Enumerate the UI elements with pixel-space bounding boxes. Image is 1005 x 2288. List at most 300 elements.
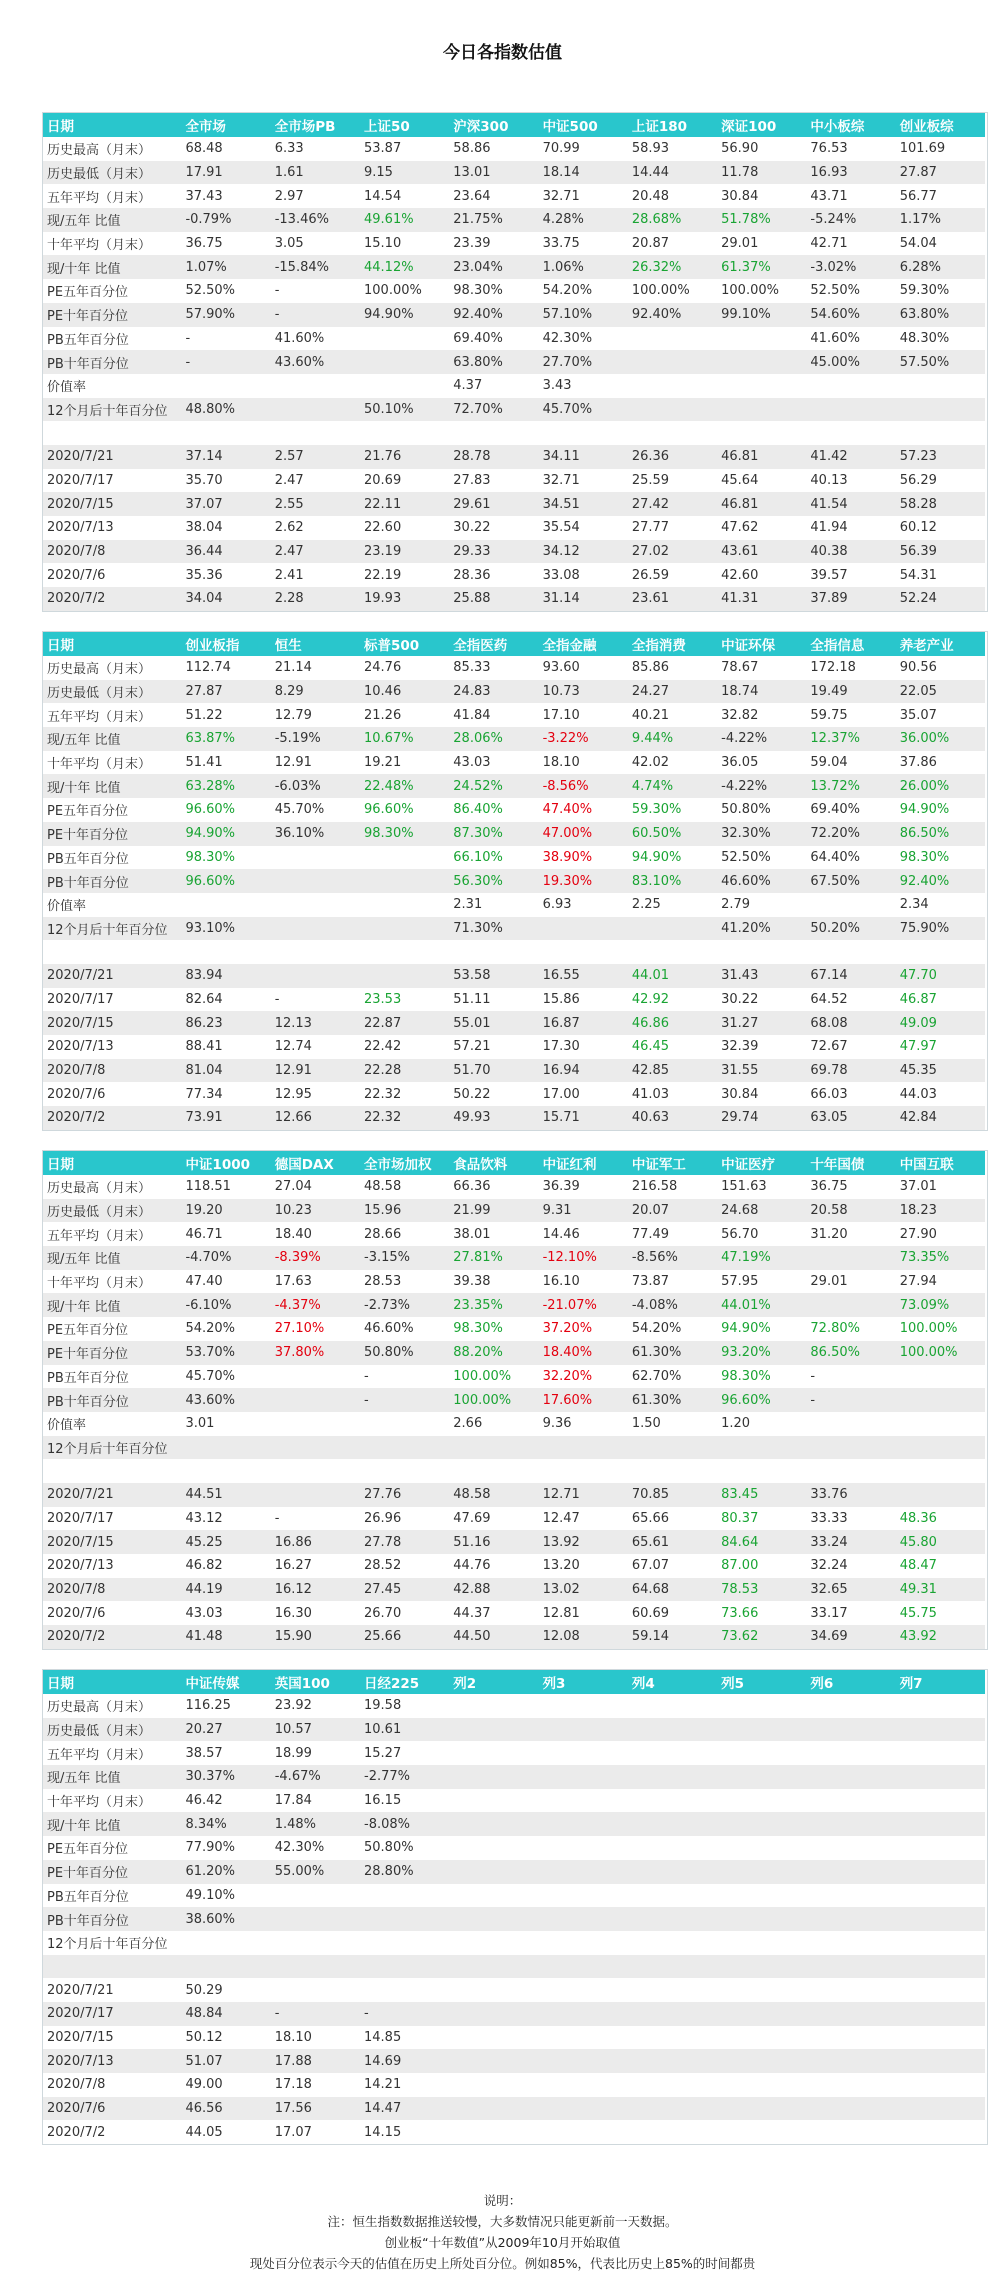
table-cell: 25.88 xyxy=(449,587,538,611)
table-cell xyxy=(628,1836,717,1860)
table-cell: 46.56 xyxy=(181,2097,270,2121)
table-cell: 60.50% xyxy=(628,822,717,846)
table-cell: 19.49 xyxy=(806,680,895,704)
table-cell: -21.07% xyxy=(539,1293,628,1317)
table-cell: 60.69 xyxy=(628,1601,717,1625)
table-cell: 9.31 xyxy=(539,1199,628,1223)
table-cell: 25.59 xyxy=(628,469,717,493)
table-cell: 43.12 xyxy=(181,1507,270,1531)
row-label: PB五年百分位 xyxy=(43,1884,181,1908)
table-cell: 52.24 xyxy=(896,587,985,611)
table-cell xyxy=(717,1812,806,1836)
row-label xyxy=(43,940,181,964)
table-cell xyxy=(271,869,360,893)
table-cell: 67.50% xyxy=(806,869,895,893)
table-cell: 30.37% xyxy=(181,1765,270,1789)
column-header: 中证传媒 xyxy=(185,1676,240,1692)
row-label: 2020/7/2 xyxy=(43,1106,181,1130)
table-cell xyxy=(539,1907,628,1931)
notes-section xyxy=(0,2190,1005,2274)
table-cell: 56.77 xyxy=(896,184,985,208)
table-header-row xyxy=(43,113,985,137)
row-label: PE五年百分位 xyxy=(43,1317,181,1341)
table-cell: 15.71 xyxy=(539,1106,628,1130)
table-cell xyxy=(181,1955,270,1979)
column-header: 全市场PB xyxy=(274,119,336,135)
table-cell: 93.20% xyxy=(717,1341,806,1365)
table-cell: 42.88 xyxy=(449,1578,538,1602)
table-cell: 63.80% xyxy=(449,350,538,374)
table-cell: 17.91 xyxy=(181,161,270,185)
table-cell: 17.60% xyxy=(539,1388,628,1412)
table-cell: 83.94 xyxy=(181,964,270,988)
table-cell: 24.83 xyxy=(449,680,538,704)
table-cell: 12.74 xyxy=(271,1035,360,1059)
table-cell xyxy=(271,1365,360,1389)
table-cell xyxy=(717,350,806,374)
table-row xyxy=(43,751,985,775)
table-cell: 80.37 xyxy=(717,1507,806,1531)
table-cell: 41.48 xyxy=(181,1625,270,1649)
table-cell xyxy=(896,1931,985,1955)
table-cell: 27.70% xyxy=(539,350,628,374)
table-cell: 20.07 xyxy=(628,1199,717,1223)
table-cell xyxy=(449,2120,538,2144)
table-cell xyxy=(628,2002,717,2026)
table-cell: 86.50% xyxy=(806,1341,895,1365)
table-cell: 18.40 xyxy=(271,1222,360,1246)
table-cell: 67.07 xyxy=(628,1554,717,1578)
table-row xyxy=(43,988,985,1012)
table-cell xyxy=(717,2002,806,2026)
table-cell: 1.17% xyxy=(896,208,985,232)
table-row xyxy=(43,1270,985,1294)
table-cell xyxy=(360,327,449,351)
table-cell: 15.96 xyxy=(360,1199,449,1223)
table-cell: 47.70 xyxy=(896,964,985,988)
table-cell: 50.22 xyxy=(449,1082,538,1106)
table-cell: 37.86 xyxy=(896,751,985,775)
table-cell: 60.12 xyxy=(896,516,985,540)
table-cell: 30.22 xyxy=(717,988,806,1012)
row-label: 价值率 xyxy=(43,893,181,917)
table-row xyxy=(43,1293,985,1317)
table-cell: 29.01 xyxy=(806,1270,895,1294)
table-cell: 28.68% xyxy=(628,208,717,232)
table-row xyxy=(43,469,985,493)
table-row xyxy=(43,656,985,680)
table-cell: 96.60% xyxy=(181,869,270,893)
row-label: 现/十年 比值 xyxy=(43,255,181,279)
table-cell: 37.43 xyxy=(181,184,270,208)
table-cell: 24.52% xyxy=(449,774,538,798)
row-label: 2020/7/2 xyxy=(43,2120,181,2144)
table-cell xyxy=(449,1718,538,1742)
table-row xyxy=(43,1365,985,1389)
column-header: 中证500 xyxy=(542,119,598,135)
table-cell: - xyxy=(360,1365,449,1389)
table-cell: 9.44% xyxy=(628,727,717,751)
table-cell: 17.88 xyxy=(271,2049,360,2073)
table-cell: 101.69 xyxy=(896,137,985,161)
column-header: 中证军工 xyxy=(631,1157,686,1173)
row-label: 2020/7/21 xyxy=(43,1483,181,1507)
table-cell xyxy=(896,1436,985,1460)
table-row xyxy=(43,327,985,351)
table-cell: 40.63 xyxy=(628,1106,717,1130)
table-cell xyxy=(539,2073,628,2097)
table-cell: -8.56% xyxy=(539,774,628,798)
table-cell xyxy=(717,374,806,398)
row-label: 现/五年 比值 xyxy=(43,727,181,751)
row-label: PE十年百分位 xyxy=(43,303,181,327)
table-cell: 50.80% xyxy=(360,1836,449,1860)
table-cell: 40.13 xyxy=(806,469,895,493)
row-label: PB十年百分位 xyxy=(43,1388,181,1412)
table-cell: 21.14 xyxy=(271,656,360,680)
table-cell xyxy=(449,1765,538,1789)
table-cell: 46.87 xyxy=(896,988,985,1012)
table-cell: 33.24 xyxy=(806,1530,895,1554)
row-label: 十年平均（月末） xyxy=(43,1270,181,1294)
table-cell xyxy=(449,2002,538,2026)
column-header-date: 日期 xyxy=(47,119,74,135)
table-cell: 36.44 xyxy=(181,540,270,564)
table-cell xyxy=(271,940,360,964)
table-cell xyxy=(449,1789,538,1813)
table-cell: 172.18 xyxy=(806,656,895,680)
table-cell: 37.80% xyxy=(271,1341,360,1365)
table-cell: 19.30% xyxy=(539,869,628,893)
table-cell: 31.27 xyxy=(717,1011,806,1035)
table-cell: 69.40% xyxy=(449,327,538,351)
table-cell: 57.23 xyxy=(896,445,985,469)
table-cell: -0.79% xyxy=(181,208,270,232)
table-cell: 63.28% xyxy=(181,774,270,798)
table-cell: -15.84% xyxy=(271,255,360,279)
row-label: 历史最高（月末） xyxy=(43,1175,181,1199)
table-cell: -2.73% xyxy=(360,1293,449,1317)
table-cell: 87.00 xyxy=(717,1554,806,1578)
table-cell: 43.03 xyxy=(181,1601,270,1625)
table-cell: 68.48 xyxy=(181,137,270,161)
table-cell xyxy=(539,1836,628,1860)
table-cell xyxy=(717,1907,806,1931)
table-cell: 2.62 xyxy=(271,516,360,540)
table-cell: 2.28 xyxy=(271,587,360,611)
table-cell: 63.05 xyxy=(806,1106,895,1130)
table-cell: 100.00% xyxy=(449,1365,538,1389)
table-cell: 83.10% xyxy=(628,869,717,893)
table-cell: 17.63 xyxy=(271,1270,360,1294)
table-cell: 17.00 xyxy=(539,1082,628,1106)
table-cell xyxy=(628,1812,717,1836)
table-cell: 28.36 xyxy=(449,563,538,587)
table-row xyxy=(43,2097,985,2121)
column-header: 全指医药 xyxy=(453,638,508,654)
table-cell: 27.77 xyxy=(628,516,717,540)
table-cell xyxy=(271,1907,360,1931)
table-cell: 27.78 xyxy=(360,1530,449,1554)
table-row xyxy=(43,1578,985,1602)
table-cell: -8.39% xyxy=(271,1246,360,1270)
table-row xyxy=(43,374,985,398)
table-cell xyxy=(896,1955,985,1979)
table-cell xyxy=(896,2026,985,2050)
table-cell: 54.20% xyxy=(628,1317,717,1341)
table-cell: 18.10 xyxy=(539,751,628,775)
row-label: 2020/7/21 xyxy=(43,1978,181,2002)
column-header: 养老产业 xyxy=(899,638,954,654)
table-cell: 41.84 xyxy=(449,703,538,727)
table-row xyxy=(43,1812,985,1836)
table-cell: 2.97 xyxy=(271,184,360,208)
table-cell: 1.20 xyxy=(717,1412,806,1436)
column-header: 列7 xyxy=(899,1676,923,1692)
table-cell: 49.00 xyxy=(181,2073,270,2097)
table-cell: 1.50 xyxy=(628,1412,717,1436)
table-cell: 19.20 xyxy=(181,1199,270,1223)
table-cell: 40.38 xyxy=(806,540,895,564)
table-cell: 46.81 xyxy=(717,445,806,469)
table-cell: 18.23 xyxy=(896,1199,985,1223)
table-cell xyxy=(271,964,360,988)
table-cell xyxy=(896,1741,985,1765)
table-cell xyxy=(539,2002,628,2026)
table-cell: 12.81 xyxy=(539,1601,628,1625)
column-header: 上证50 xyxy=(364,119,410,135)
table-cell xyxy=(896,1907,985,1931)
table-cell xyxy=(360,1978,449,2002)
row-label: PE五年百分位 xyxy=(43,798,181,822)
table-cell: 16.27 xyxy=(271,1554,360,1578)
row-label: 2020/7/17 xyxy=(43,1507,181,1531)
column-header: 食品饮料 xyxy=(453,1157,508,1173)
row-label: 现/十年 比值 xyxy=(43,1812,181,1836)
table-cell: 33.75 xyxy=(539,232,628,256)
table-cell: -4.22% xyxy=(717,727,806,751)
table-cell: 46.42 xyxy=(181,1789,270,1813)
table-cell: 11.78 xyxy=(717,161,806,185)
table-cell: 30.22 xyxy=(449,516,538,540)
row-label: 历史最低（月末） xyxy=(43,161,181,185)
table-cell: 47.69 xyxy=(449,1507,538,1531)
table-row xyxy=(43,445,985,469)
row-label: 2020/7/13 xyxy=(43,516,181,540)
table-cell xyxy=(628,350,717,374)
row-label: 五年平均（月末） xyxy=(43,1222,181,1246)
notes-line: 注：恒生指数数据推送较慢，大多数情况只能更新前一天数据。 xyxy=(327,2214,678,2229)
table-cell: 18.40% xyxy=(539,1341,628,1365)
table-cell: 45.80 xyxy=(896,1530,985,1554)
table-cell: 29.74 xyxy=(717,1106,806,1130)
table-cell: 45.70% xyxy=(539,398,628,422)
row-label: 2020/7/6 xyxy=(43,1601,181,1625)
table-cell: 6.93 xyxy=(539,893,628,917)
table-cell: 34.12 xyxy=(539,540,628,564)
table-row xyxy=(43,1341,985,1365)
table-row xyxy=(43,1246,985,1270)
table-cell: 42.92 xyxy=(628,988,717,1012)
table-cell: 27.42 xyxy=(628,492,717,516)
table-cell: 13.20 xyxy=(539,1554,628,1578)
table-row xyxy=(43,161,985,185)
column-header: 创业板指 xyxy=(185,638,240,654)
table-cell xyxy=(539,1459,628,1483)
table-cell: 44.01% xyxy=(717,1293,806,1317)
table-cell xyxy=(628,1955,717,1979)
table-cell: 35.07 xyxy=(896,703,985,727)
table-cell: 94.90% xyxy=(181,822,270,846)
table-cell: 61.37% xyxy=(717,255,806,279)
table-cell: 22.48% xyxy=(360,774,449,798)
table-row xyxy=(43,846,985,870)
column-header: 中证环保 xyxy=(721,638,776,654)
table-cell: 41.60% xyxy=(806,327,895,351)
table-cell xyxy=(628,1459,717,1483)
table-cell xyxy=(806,1978,895,2002)
table-cell: 16.12 xyxy=(271,1578,360,1602)
table-cell: 100.00% xyxy=(360,279,449,303)
row-label: 12个月后十年百分位 xyxy=(43,1436,181,1460)
table-cell: 15.27 xyxy=(360,1741,449,1765)
table-cell xyxy=(539,1978,628,2002)
table-cell: 9.15 xyxy=(360,161,449,185)
table-cell: 42.60 xyxy=(717,563,806,587)
row-label: 历史最高（月末） xyxy=(43,656,181,680)
table-cell: 10.46 xyxy=(360,680,449,704)
table-cell xyxy=(896,1978,985,2002)
table-cell xyxy=(806,893,895,917)
table-cell: 39.57 xyxy=(806,563,895,587)
table-cell xyxy=(539,917,628,941)
table-cell: 45.64 xyxy=(717,469,806,493)
table-cell xyxy=(806,1931,895,1955)
table-cell: 45.75 xyxy=(896,1601,985,1625)
table-cell: 2.55 xyxy=(271,492,360,516)
table-cell: 56.30% xyxy=(449,869,538,893)
table-cell xyxy=(717,1860,806,1884)
table-cell xyxy=(539,1789,628,1813)
table-cell: 12.91 xyxy=(271,1059,360,1083)
table-cell: 73.91 xyxy=(181,1106,270,1130)
table-cell xyxy=(628,1931,717,1955)
table-cell: 1.48% xyxy=(271,1812,360,1836)
table-cell: 44.50 xyxy=(449,1625,538,1649)
table-cell: 32.71 xyxy=(539,469,628,493)
table-row xyxy=(43,1082,985,1106)
table-cell: 21.75% xyxy=(449,208,538,232)
table-cell: 47.97 xyxy=(896,1035,985,1059)
column-header: 全指金融 xyxy=(542,638,597,654)
table-cell xyxy=(360,1955,449,1979)
table-cell xyxy=(896,2097,985,2121)
table-cell: 20.27 xyxy=(181,1718,270,1742)
table-cell: 55.00% xyxy=(271,1860,360,1884)
table-cell xyxy=(449,940,538,964)
table-cell xyxy=(896,374,985,398)
table-cell xyxy=(271,917,360,941)
valuation-table-2 xyxy=(42,631,988,1131)
row-label: 五年平均（月末） xyxy=(43,184,181,208)
table-cell: 23.04% xyxy=(449,255,538,279)
table-cell: 19.21 xyxy=(360,751,449,775)
table-row xyxy=(43,1907,985,1931)
table-cell: 53.87 xyxy=(360,137,449,161)
table-cell: 16.55 xyxy=(539,964,628,988)
table-cell: -4.70% xyxy=(181,1246,270,1270)
table-cell: -5.24% xyxy=(806,208,895,232)
column-header: 列3 xyxy=(542,1676,566,1692)
table-cell: 72.67 xyxy=(806,1035,895,1059)
table-cell: 2.25 xyxy=(628,893,717,917)
table-cell xyxy=(717,940,806,964)
table-cell: 47.62 xyxy=(717,516,806,540)
table-cell: 34.51 xyxy=(539,492,628,516)
table-cell xyxy=(717,1741,806,1765)
table-cell xyxy=(271,1436,360,1460)
row-label: 价值率 xyxy=(43,374,181,398)
table-cell xyxy=(360,917,449,941)
table-cell xyxy=(449,1812,538,1836)
table-cell: 36.75 xyxy=(806,1175,895,1199)
table-cell: 44.05 xyxy=(181,2120,270,2144)
table-cell: 44.76 xyxy=(449,1554,538,1578)
table-cell: 12.47 xyxy=(539,1507,628,1531)
table-cell: -4.08% xyxy=(628,1293,717,1317)
table-cell xyxy=(271,1955,360,1979)
table-cell xyxy=(539,1765,628,1789)
table-cell xyxy=(896,1483,985,1507)
table-cell: 100.00% xyxy=(628,279,717,303)
table-cell: 51.41 xyxy=(181,751,270,775)
table-cell xyxy=(806,1436,895,1460)
table-cell: 12.95 xyxy=(271,1082,360,1106)
table-cell: 50.10% xyxy=(360,398,449,422)
row-label: PE十年百分位 xyxy=(43,1860,181,1884)
table-cell xyxy=(628,1907,717,1931)
table-row xyxy=(43,1765,985,1789)
table-cell: 86.40% xyxy=(449,798,538,822)
table-cell xyxy=(896,1694,985,1718)
table-cell: 27.83 xyxy=(449,469,538,493)
table-cell: 21.99 xyxy=(449,1199,538,1223)
table-cell: 46.71 xyxy=(181,1222,270,1246)
table-cell: 56.29 xyxy=(896,469,985,493)
table-cell xyxy=(717,1978,806,2002)
table-cell: 20.48 xyxy=(628,184,717,208)
table-cell: 50.20% xyxy=(806,917,895,941)
table-cell xyxy=(806,2026,895,2050)
table-cell xyxy=(896,1365,985,1389)
table-cell: 30.84 xyxy=(717,184,806,208)
table-cell xyxy=(628,940,717,964)
row-label: 十年平均（月末） xyxy=(43,232,181,256)
table-row xyxy=(43,255,985,279)
table-cell: 28.53 xyxy=(360,1270,449,1294)
table-cell: 92.40% xyxy=(896,869,985,893)
table-cell: 42.30% xyxy=(539,327,628,351)
table-cell: 17.56 xyxy=(271,2097,360,2121)
table-cell: 14.46 xyxy=(539,1222,628,1246)
table-cell: 92.40% xyxy=(449,303,538,327)
table-cell: 17.07 xyxy=(271,2120,360,2144)
table-cell: 2.47 xyxy=(271,469,360,493)
table-row xyxy=(43,1860,985,1884)
row-label: 现/五年 比值 xyxy=(43,1246,181,1270)
table-row xyxy=(43,350,985,374)
table-cell xyxy=(449,2073,538,2097)
